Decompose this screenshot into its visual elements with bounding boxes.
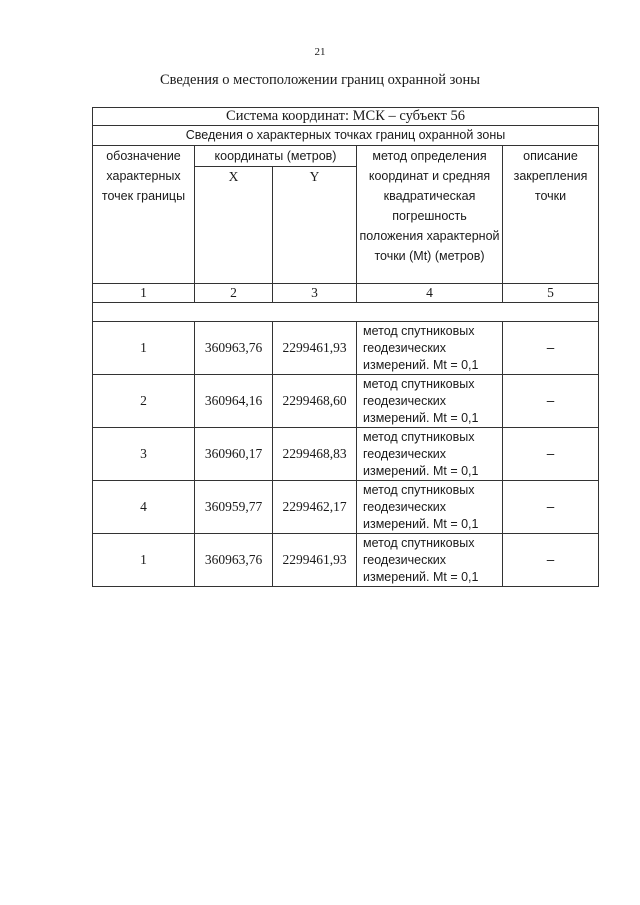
x-cell: 360963,76 bbox=[195, 534, 273, 587]
header-method: метод определения координат и средняя квадратическая погрешность положения характерной точки (Mt) (метров) bbox=[357, 146, 503, 284]
table-row bbox=[93, 322, 599, 375]
table-subtitle: Сведения о характерных точках границ охранной зоны bbox=[93, 126, 599, 146]
method-cell: метод спутниковых геодезических измерений. Mt = 0,1 bbox=[357, 375, 503, 428]
description-cell: – bbox=[503, 375, 599, 428]
column-number: 4 bbox=[357, 284, 503, 303]
y-cell: 2299461,93 bbox=[273, 534, 357, 587]
point-cell: 1 bbox=[93, 322, 195, 375]
table-row bbox=[93, 375, 599, 428]
point-cell: 3 bbox=[93, 428, 195, 481]
x-cell: 360959,77 bbox=[195, 481, 273, 534]
point-cell: 2 bbox=[93, 375, 195, 428]
x-cell: 360963,76 bbox=[195, 322, 273, 375]
x-cell: 360960,17 bbox=[195, 428, 273, 481]
table-row bbox=[93, 534, 599, 587]
header-y: Y bbox=[273, 167, 357, 284]
method-cell: метод спутниковых геодезических измерений. Mt = 0,1 bbox=[357, 534, 503, 587]
column-number: 2 bbox=[195, 284, 273, 303]
header-x: X bbox=[195, 167, 273, 284]
description-cell: – bbox=[503, 481, 599, 534]
method-cell: метод спутниковых геодезических измерений. Mt = 0,1 bbox=[357, 322, 503, 375]
y-cell: 2299468,83 bbox=[273, 428, 357, 481]
point-cell: 1 bbox=[93, 534, 195, 587]
description-cell: – bbox=[503, 322, 599, 375]
coordinate-system-header: Система координат: МСК – субъект 56 bbox=[93, 108, 599, 126]
description-cell: – bbox=[503, 534, 599, 587]
x-cell: 360964,16 bbox=[195, 375, 273, 428]
blank-cell bbox=[93, 303, 599, 322]
point-cell: 4 bbox=[93, 481, 195, 534]
header-coordinates: координаты (метров) bbox=[195, 146, 357, 167]
column-number: 1 bbox=[93, 284, 195, 303]
table-row bbox=[93, 481, 599, 534]
column-number: 3 bbox=[273, 284, 357, 303]
method-cell: метод спутниковых геодезических измерений. Mt = 0,1 bbox=[357, 481, 503, 534]
y-cell: 2299461,93 bbox=[273, 322, 357, 375]
document-title: Сведения о местоположении границ охранной зоны bbox=[159, 72, 480, 88]
header-description: описание закрепления точки bbox=[503, 146, 599, 284]
blank-row bbox=[93, 303, 599, 322]
table-row bbox=[93, 428, 599, 481]
description-cell: – bbox=[503, 428, 599, 481]
page-number: 21 bbox=[314, 46, 326, 58]
method-cell: метод спутниковых геодезических измерений. Mt = 0,1 bbox=[357, 428, 503, 481]
column-number: 5 bbox=[503, 284, 599, 303]
y-cell: 2299462,17 bbox=[273, 481, 357, 534]
boundary-points-table bbox=[92, 107, 599, 587]
header-point-designation: обозначение характерных точек границы bbox=[93, 146, 195, 284]
y-cell: 2299468,60 bbox=[273, 375, 357, 428]
